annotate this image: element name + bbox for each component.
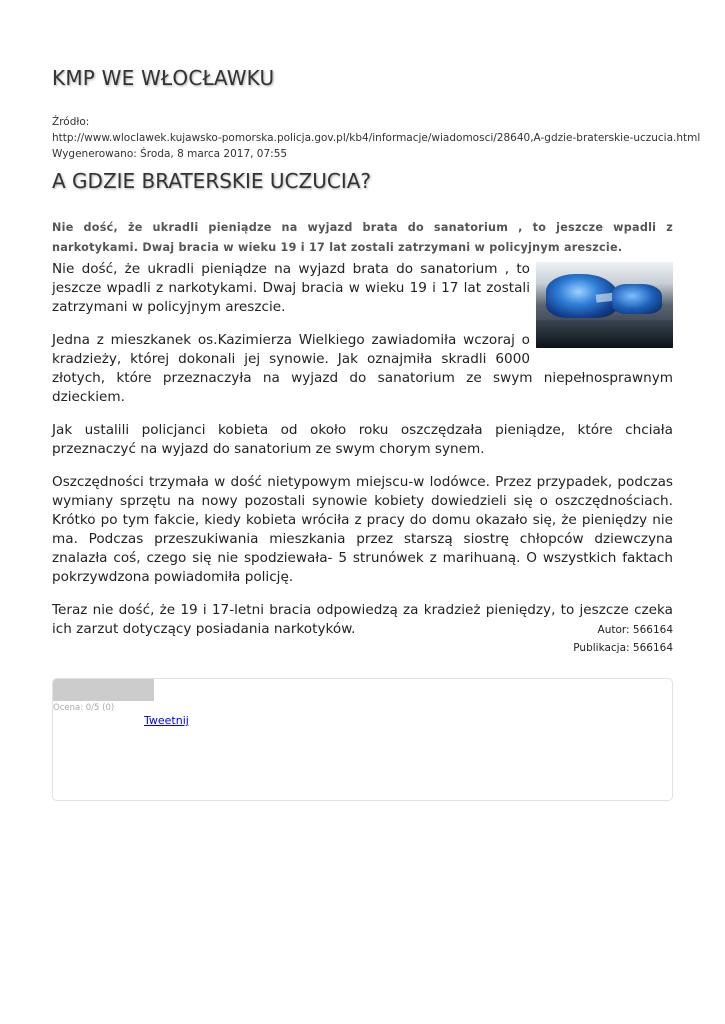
article-paragraph: Jedna z mieszkanek os.Kazimierza Wielkiego zawiadomiła wczoraj o kradzieży, której dokonali jej synowie. Jak oznajmiła skradli 6000 złotych, które przeznaczyła na wyjazd do sanatorium ze swym niepełnosprawnym dzieckiem. xyxy=(52,332,673,405)
rating-panel xyxy=(52,678,673,801)
police-car-light-photo xyxy=(536,262,673,348)
article-lead: Nie dość, że ukradli pieniądze na wyjazd brata do sanatorium , to jeszcze wpadli z narkotykami. Dwaj bracia w wieku 19 i 17 lat zostali zatrzymani w policyjnym areszcie. xyxy=(52,221,673,254)
rating-score: Ocena: 0/5 (0) xyxy=(53,703,115,713)
source-meta xyxy=(52,114,701,162)
rating-stars-bar[interactable] xyxy=(53,679,154,701)
publication: Publikacja: 566164 xyxy=(573,642,673,654)
article-title: A GDZIE BRATERSKIE UCZUCIA? xyxy=(52,169,372,193)
site-title: KMP WE WŁOCŁAWKU xyxy=(52,66,275,90)
tweet-link[interactable]: Tweetnij xyxy=(144,714,189,727)
article-paragraph: Teraz nie dość, że 19 i 17-letni bracia odpowiedzą za kradzież pieniędzy, to jeszcze czeka ich zarzut dotyczący posiadania narkotyków. xyxy=(52,602,673,637)
article-paragraph: Oszczędności trzymała w dość nietypowym miejscu-w lodówce. Przez przypadek, podczas wymiany sprzętu na nowy pozostali synowie kobiety dowiedzieli się o oszczędnościach. Krótko po tym fakcie, kiedy kobieta wróciła z pracy do domu okazało się, że pieniędzy nie ma. Podczas przeszukiwania mieszkania przez starszą siostrę chłopców dziewczyna znalazła coś, czego się nie spodziewała- 5 strunówek z marihuaną. O wszystkich faktach pokrzywdzona powiadomiła policję. xyxy=(52,474,673,585)
author: Autor: 566164 xyxy=(597,624,673,636)
article-signature xyxy=(573,621,673,657)
source-url: http://www.wloclawek.kujawsko-pomorska.policja.gov.pl/kb4/informacje/wiadomosci/28640,A-gdzie-braterskie-uczucia.html xyxy=(52,132,701,144)
article-paragraph: Jak ustalili policjanci kobieta od około roku oszczędzała pieniądze, które chciała przeznaczyć na wyjazd do sanatorium ze swym chorym synem. xyxy=(52,422,673,457)
article-paragraph: Nie dość, że ukradli pieniądze na wyjazd brata do sanatorium , to jeszcze wpadli z narkotykami. Dwaj bracia w wieku 19 i 17 lat zostali zatrzymani w policyjnym areszcie. xyxy=(52,261,530,315)
source-label: Źródło: xyxy=(52,116,90,128)
article-body xyxy=(52,260,673,653)
generated-date: Wygenerowano: Środa, 8 marca 2017, 07:55 xyxy=(52,148,288,160)
